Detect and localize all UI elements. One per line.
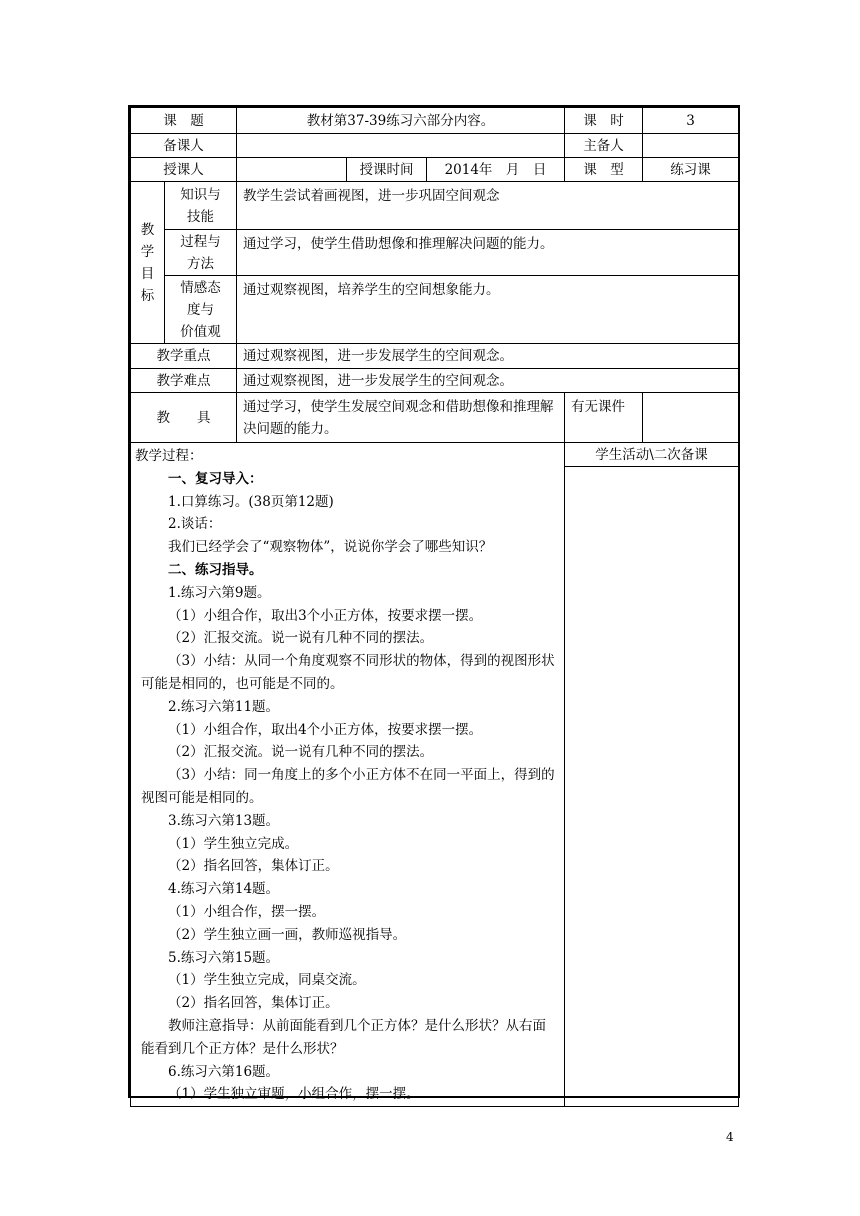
preparer-value bbox=[237, 134, 565, 158]
process-line: （3）小结：从同一个角度观察不同形状的物体，得到的视图形状可能是相同的，也可能是不同的。 bbox=[141, 653, 555, 692]
lead-preparer-value bbox=[643, 134, 739, 158]
process-line: 2.练习六第11题。 bbox=[168, 698, 280, 715]
objectives-group-label: 教 学 目 标 bbox=[131, 182, 165, 344]
process-line: 我们已经学会了“观察物体”，说说你学会了哪些知识？ bbox=[168, 539, 493, 556]
key-points-label: 教学重点 bbox=[131, 344, 237, 369]
process-lines bbox=[141, 468, 558, 1106]
hours-label: 课 时 bbox=[565, 108, 643, 134]
type-label: 课 型 bbox=[565, 158, 643, 182]
page-number: 4 bbox=[726, 1130, 734, 1144]
time-value: 2014年 月 日 bbox=[427, 158, 565, 182]
process-line: （1）学生独立完成，同桌交流。 bbox=[168, 972, 366, 989]
process-line: （1）小组合作，取出4个小正方体，按要求摆一摆。 bbox=[168, 721, 483, 738]
process-line: 2.谈话： bbox=[168, 516, 222, 533]
process-line: （2）汇报交流。说一说有几种不同的摆法。 bbox=[168, 744, 434, 761]
process-line: 二、练习指导。 bbox=[168, 561, 263, 578]
process-line: 3.练习六第13题。 bbox=[168, 812, 280, 829]
objective-attitude-text: 通过观察视图，培养学生的空间想象能力。 bbox=[237, 276, 739, 344]
process-line: 一、复习导入： bbox=[168, 470, 263, 487]
objective-process-text: 通过学习，使学生借助想像和推理解决问题的能力。 bbox=[237, 230, 739, 276]
lesson-plan-table bbox=[130, 107, 739, 1107]
time-label: 授课时间 bbox=[347, 158, 427, 182]
process-line: （1）学生独立完成。 bbox=[168, 835, 299, 852]
objective-knowledge-label: 知识与 技能 bbox=[165, 182, 237, 230]
lesson-plan-sheet bbox=[128, 105, 740, 1103]
teacher-value bbox=[237, 158, 347, 182]
process-line: （2）指名回答，集体订正。 bbox=[168, 995, 339, 1012]
process-line: （3）小结：同一角度上的多个小正方体不在同一平面上，得到的视图可能是相同的。 bbox=[141, 767, 555, 806]
difficulties-label: 教学难点 bbox=[131, 369, 237, 393]
process-line: （1）学生独立审题，小组合作，摆一摆。 bbox=[168, 1086, 420, 1103]
topic-label: 课 题 bbox=[131, 108, 237, 134]
process-line: 6.练习六第16题。 bbox=[168, 1063, 280, 1080]
teacher-label: 授课人 bbox=[131, 158, 237, 182]
key-points-text: 通过观察视图，进一步发展学生的空间观念。 bbox=[237, 344, 739, 369]
process-line: 5.练习六第15题。 bbox=[168, 949, 280, 966]
process-title: 教学过程： bbox=[135, 448, 203, 464]
process-line: 1.口算练习。(38页第12题) bbox=[168, 493, 334, 510]
objective-attitude-label: 情感态 度与 价值观 bbox=[165, 276, 237, 344]
process-line: （1）小组合作，取出3个小正方体，按要求摆一摆。 bbox=[168, 607, 483, 624]
topic-value: 教材第37-39练习六部分内容。 bbox=[237, 108, 565, 134]
teaching-process bbox=[131, 443, 565, 1107]
courseware-label: 有无课件 bbox=[565, 393, 643, 443]
courseware-value bbox=[643, 393, 739, 443]
process-line: 教师注意指导：从前面能看到几个正方体？是什么形状？从右面能看到几个正方体？是什么形状？ bbox=[141, 1017, 546, 1057]
tools-text: 通过学习，使学生发展空间观念和借助想像和推理解决问题的能力。 bbox=[237, 393, 565, 443]
process-line: （2）汇报交流。说一说有几种不同的摆法。 bbox=[168, 630, 434, 647]
difficulties-text: 通过观察视图，进一步发展学生的空间观念。 bbox=[237, 369, 739, 393]
process-line: （2）指名回答，集体订正。 bbox=[168, 858, 339, 875]
student-activity-header: 学生活动\二次备课 bbox=[565, 443, 739, 467]
student-activity-column bbox=[565, 467, 739, 1107]
objective-knowledge-text: 教学生尝试着画视图，进一步巩固空间观念 bbox=[237, 182, 739, 230]
process-line: 4.练习六第14题。 bbox=[168, 881, 280, 898]
lead-preparer-label: 主备人 bbox=[565, 134, 643, 158]
process-line: 1.练习六第9题。 bbox=[168, 584, 271, 601]
type-value: 练习课 bbox=[643, 158, 739, 182]
process-line: （1）小组合作，摆一摆。 bbox=[168, 903, 326, 920]
objective-process-label: 过程与 方法 bbox=[165, 230, 237, 276]
hours-value: 3 bbox=[643, 108, 739, 134]
preparer-label: 备课人 bbox=[131, 134, 237, 158]
tools-label: 教 具 bbox=[131, 393, 237, 443]
process-line: （2）学生独立画一画，教师巡视指导。 bbox=[168, 926, 407, 943]
